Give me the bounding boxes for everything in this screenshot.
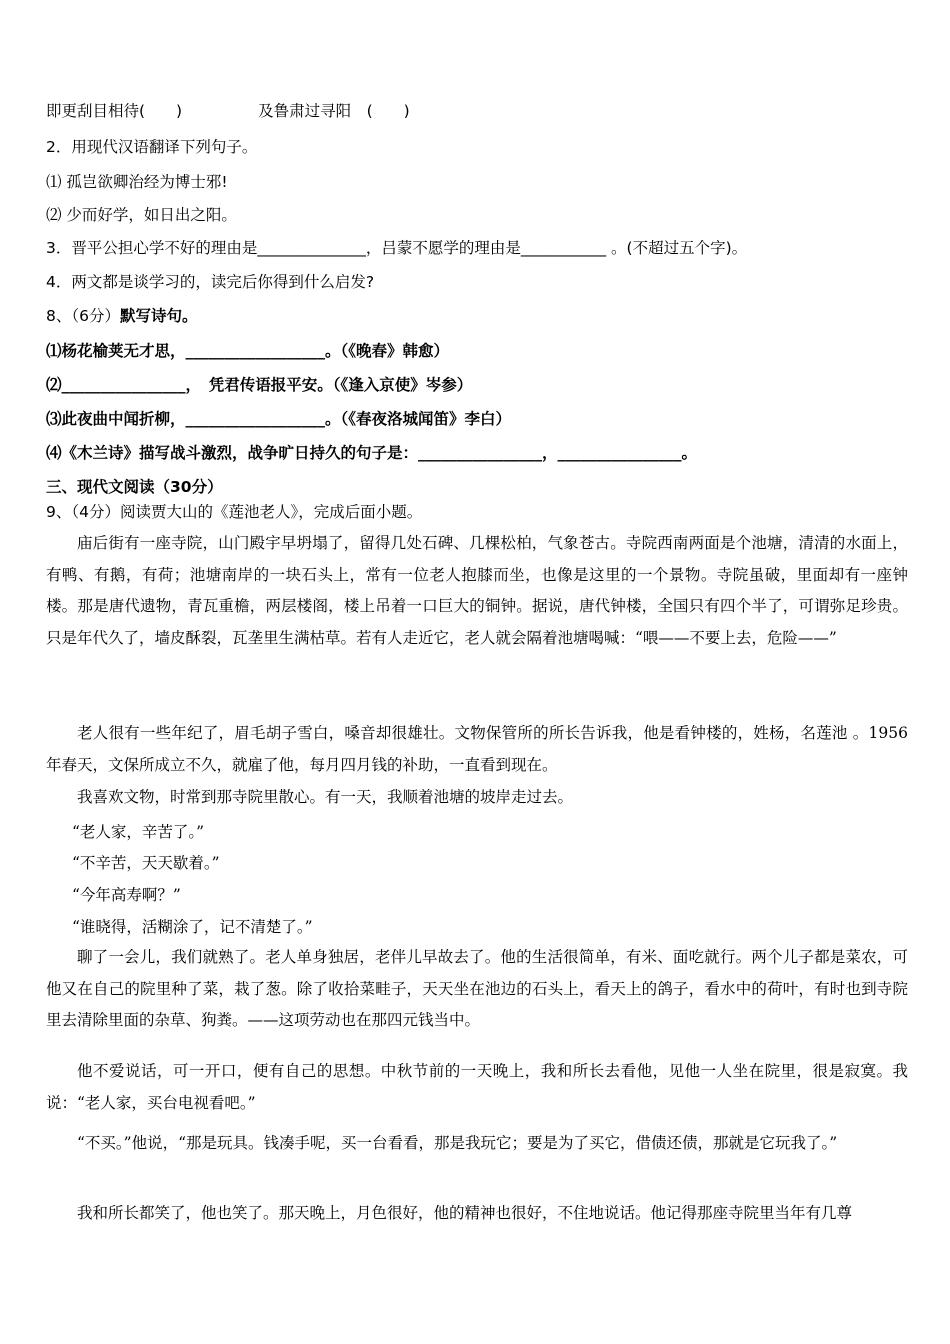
question-8-heading [46,306,198,326]
poem-line-2: ⑵________________， 凭君传语报平安。（《逢入京使》岑参） [46,376,473,394]
question-8-score: 8、（6分） [46,307,120,325]
poem-line-3: ⑶此夜曲中闻折柳，__________________。（《春夜洛城闻笛》李白） [46,410,512,428]
passage-paragraph-1: 庙后街有一座寺院，山门殿宇早坍塌了，留得几处石碑、几棵松柏，气象苍古。寺院西南两面是个池塘，清清的水面上，有鸭、有鹅，有荷；池塘南岸的一块石头上，常有一位老人抱膝而坐，也像是这里的一个景物。寺院虽破，里面却有一座钟楼。那是唐代遗物，青瓦重檐，两层楼阁，楼上吊着一口巨大的铜钟。据说，唐代钟楼，全国只有四个半了，可谓弥足珍贵。只是年代久了，墙皮酥裂，瓦垄里生满枯草。若有人走近它，老人就会隔着池塘喝喊：“喂——不要上去，危险——” [46,534,908,647]
question-9: 9、（4分）阅读贾大山的《莲池老人》，完成后面小题。 [46,503,423,521]
question-4: 4．两文都是谈学习的，读完后你得到什么启发? [46,273,375,291]
passage-paragraph-3: 我喜欢文物，时常到那寺院里散心。有一天，我顺着池塘的坡岸走过去。 [77,788,574,806]
dialogue-line-4: “谁晓得，活糊涂了，记不清楚了。” [72,918,313,936]
passage-paragraph-4: 聊了一会儿，我们就熟了。老人单身独居，老伴儿早故去了。他的生活很简单，有米、面吃就行。两个儿子都是菜农，可他又在自己的院里种了菜，栽了葱。除了收拾菜畦子，天天坐在池边的石头上，看天上的鸽子，看水中的荷叶，有时也到寺院里去清除里面的杂草、狗粪。——这项劳动也在那四元钱当中。 [46,948,908,1030]
dialogue-line-2: “不辛苦，天天歇着。” [72,854,220,872]
section-3-heading: 三、现代文阅读（30分） [46,478,223,496]
passage-paragraph-7: 我和所长都笑了，他也笑了。那天晚上，月色很好，他的精神也很好，不住地说话。他记得那座寺院里当年有几尊 [77,1204,853,1222]
question-3: 3．晋平公担心学不好的理由是______________，吕蒙不愿学的理由是___________ 。(不超过五个字)。 [46,239,748,257]
question-8-title: 默写诗句。 [119,307,198,325]
question-2-sentence-1: ⑴ 孤岂欲卿治经为博士邪! [46,173,228,191]
passage-paragraph-5: 他不爱说话，可一开口，便有自己的思想。中秋节前的一天晚上，我和所长去看他，见他一人坐在院里，很是寂寞。我说：“老人家，买台电视看吧。” [46,1062,908,1112]
question-2: 2．用现代汉语翻译下列句子。 [46,138,258,156]
q1-item-a: 即更刮目相待( ) [46,102,183,120]
q1-item-b: 及鲁肃过寻阳 ( ) [258,102,410,120]
q1-line [46,101,410,121]
dialogue-line-3: “今年高寿啊？” [72,886,181,904]
poem-line-4: ⑷《木兰诗》描写战斗激烈，战争旷日持久的句子是：________________，________________。 [46,444,698,462]
question-2-sentence-2: ⑵ 少而好学，如日出之阳。 [46,206,237,224]
dialogue-line-1: “老人家，辛苦了。” [72,823,205,841]
passage-paragraph-2: 老人很有一些年纪了，眉毛胡子雪白，嗓音却很雄壮。文物保管所的所长告诉我，他是看钟楼的，姓杨，名莲池 。1956年春天，文保所成立不久，就雇了他，每月四月钱的补助，一直看到现在。 [46,724,908,774]
passage-paragraph-6: “不买。”他说，“那是玩具。钱凑手呢，买一台看看，那是我玩它；要是为了买它，借债还债，那就是它玩我了。” [77,1134,838,1152]
poem-line-1: ⑴杨花榆荚无才思，__________________。（《晚春》韩愈） [46,342,450,360]
